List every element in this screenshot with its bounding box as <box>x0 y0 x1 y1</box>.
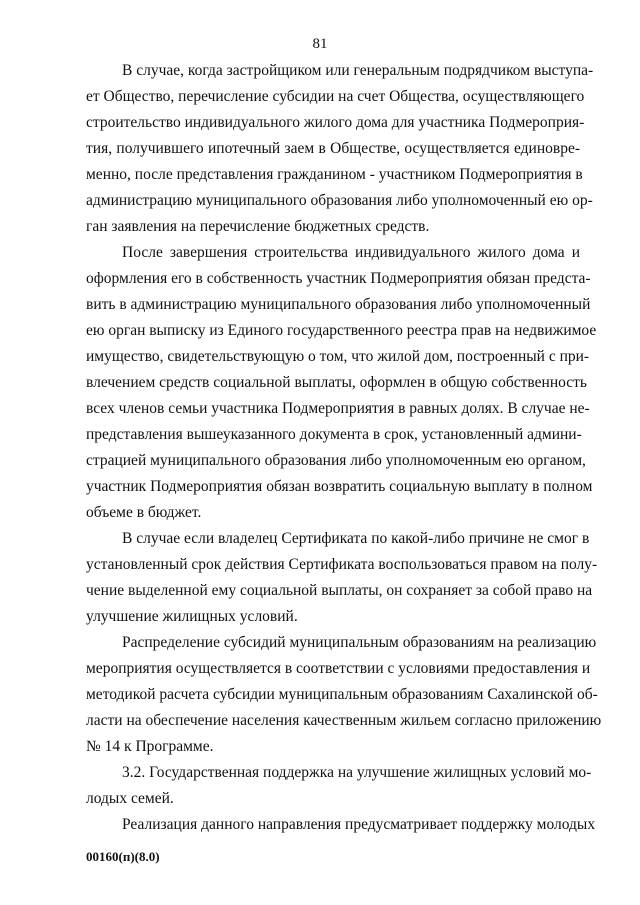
document-body <box>86 58 602 838</box>
text-line: влечением средств социальной выплаты, оформлен в общую собственность <box>86 374 587 391</box>
text-line: тия, получившего ипотечный заем в Обществе, осуществляется единовре- <box>86 140 580 157</box>
page-number: 81 <box>312 36 328 52</box>
text-line: Распределение субсидий муниципальным образованиям на реализацию <box>122 634 597 651</box>
footer-document-code: 00160(п)(8.0) <box>86 849 160 864</box>
text-line: администрацию муниципального образования либо уполномоченный ею ор- <box>86 192 593 209</box>
text-line: чение выделенной ему социальной выплаты, он сохраняет за собой право на <box>86 582 593 599</box>
text-line: Реализация данного направления предусматривает поддержку молодых <box>122 816 596 833</box>
text-line: мероприятия осуществляется в соответствии с условиями предоставления и <box>86 660 591 677</box>
text-line: После завершения строительства индивидуального жилого дома и <box>122 244 580 261</box>
text-line: ласти на обеспечение населения качественным жильем согласно приложению <box>86 712 602 729</box>
text-line: ган заявления на перечисление бюджетных средств. <box>86 218 430 235</box>
text-line: имущество, свидетельствующую о том, что жилой дом, построенный с при- <box>86 348 590 365</box>
text-line: менно, после представления гражданином - участником Подмероприятия в <box>86 166 583 183</box>
text-line: № 14 к Программе. <box>86 738 214 755</box>
text-line: методикой расчета субсидии муниципальным образованиям Сахалинской об- <box>86 686 598 703</box>
text-line: лодых семей. <box>86 790 174 807</box>
text-line: ею орган выписку из Единого государственного реестра прав на недвижимое <box>86 322 597 339</box>
text-line: оформления его в собственность участник Подмероприятия обязан предста- <box>86 270 591 287</box>
text-line: представления вышеуказанного документа в срок, установленный админи- <box>86 426 582 443</box>
text-line: улучшение жилищных условий. <box>86 608 298 625</box>
text-line: 3.2. Государственная поддержка на улучшение жилищных условий мо- <box>122 764 592 781</box>
text-line: установленный срок действия Сертификата воспользоваться правом на полу- <box>86 556 598 573</box>
text-line: страцией муниципального образования либо уполномоченным ею органом, <box>86 452 586 469</box>
text-line: В случае если владелец Сертификата по какой-либо причине не смог в <box>122 530 590 547</box>
text-line: ет Общество, перечисление субсидии на счет Общества, осуществляющего <box>86 88 585 105</box>
text-line: строительство индивидуального жилого дома для участника Подмероприя- <box>86 114 585 131</box>
text-line: вить в администрацию муниципального образования либо уполномоченный <box>86 296 591 313</box>
text-line: В случае, когда застройщиком или генеральным подрядчиком выступа- <box>122 62 594 79</box>
text-line: объеме в бюджет. <box>86 504 202 521</box>
text-line: участник Подмероприятия обязан возвратить социальную выплату в полном <box>86 478 593 495</box>
text-line: всех членов семьи участника Подмероприятия в равных долях. В случае не- <box>86 400 590 417</box>
